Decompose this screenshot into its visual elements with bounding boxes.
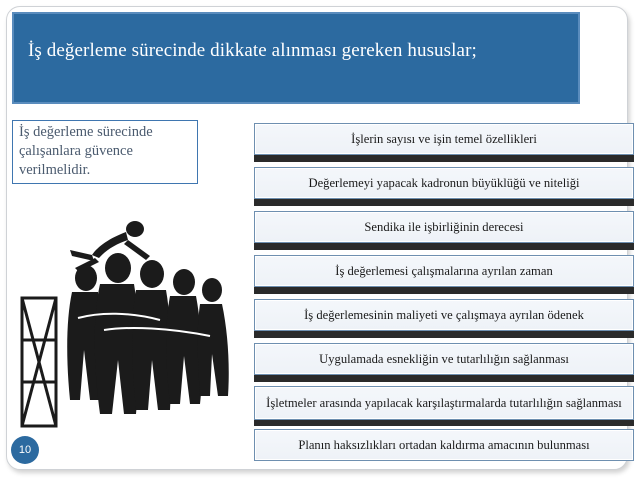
consideration-item	[254, 255, 634, 287]
consideration-item	[254, 386, 634, 420]
consideration-text: Sendika ile işbirliğinin derecesi	[364, 220, 524, 234]
trust-fall-illustration	[0, 200, 240, 430]
note-line: çalışanlara güvence	[19, 143, 133, 159]
consideration-text: Planın haksızlıkları ortadan kaldırma amacının bulunması	[298, 438, 590, 452]
note-box	[12, 120, 198, 184]
consideration-text: İş değerlemesi çalışmalarına ayrılan zaman	[335, 264, 553, 278]
consideration-item	[254, 123, 634, 155]
note-line: İş değerleme sürecinde	[19, 124, 153, 140]
consideration-text: Uygulamada esnekliğin ve tutarlılığın sağlanması	[319, 352, 569, 366]
consideration-item	[254, 343, 634, 375]
consideration-item	[254, 211, 634, 243]
consideration-text: İşletmeler arasında yapılacak karşılaştırmalarda tutarlılığın sağlanması	[266, 396, 622, 410]
consideration-text: Değerlemeyi yapacak kadronun büyüklüğü ve niteliği	[308, 176, 580, 190]
slide-title: İş değerleme sürecinde dikkate alınması gereken hususlar;	[28, 40, 477, 61]
note-line: verilmelidir.	[19, 162, 91, 178]
consideration-item	[254, 299, 634, 331]
consideration-item	[254, 429, 634, 461]
consideration-item	[254, 167, 634, 199]
title-bar	[12, 12, 580, 104]
consideration-text: İşlerin sayısı ve işin temel özellikleri	[351, 132, 537, 146]
consideration-text: İş değerlemesinin maliyeti ve çalışmaya ayrılan ödenek	[304, 308, 584, 322]
catchers-figure	[67, 253, 229, 414]
page-number-badge: 10	[11, 436, 39, 464]
platform-figure	[22, 298, 56, 426]
